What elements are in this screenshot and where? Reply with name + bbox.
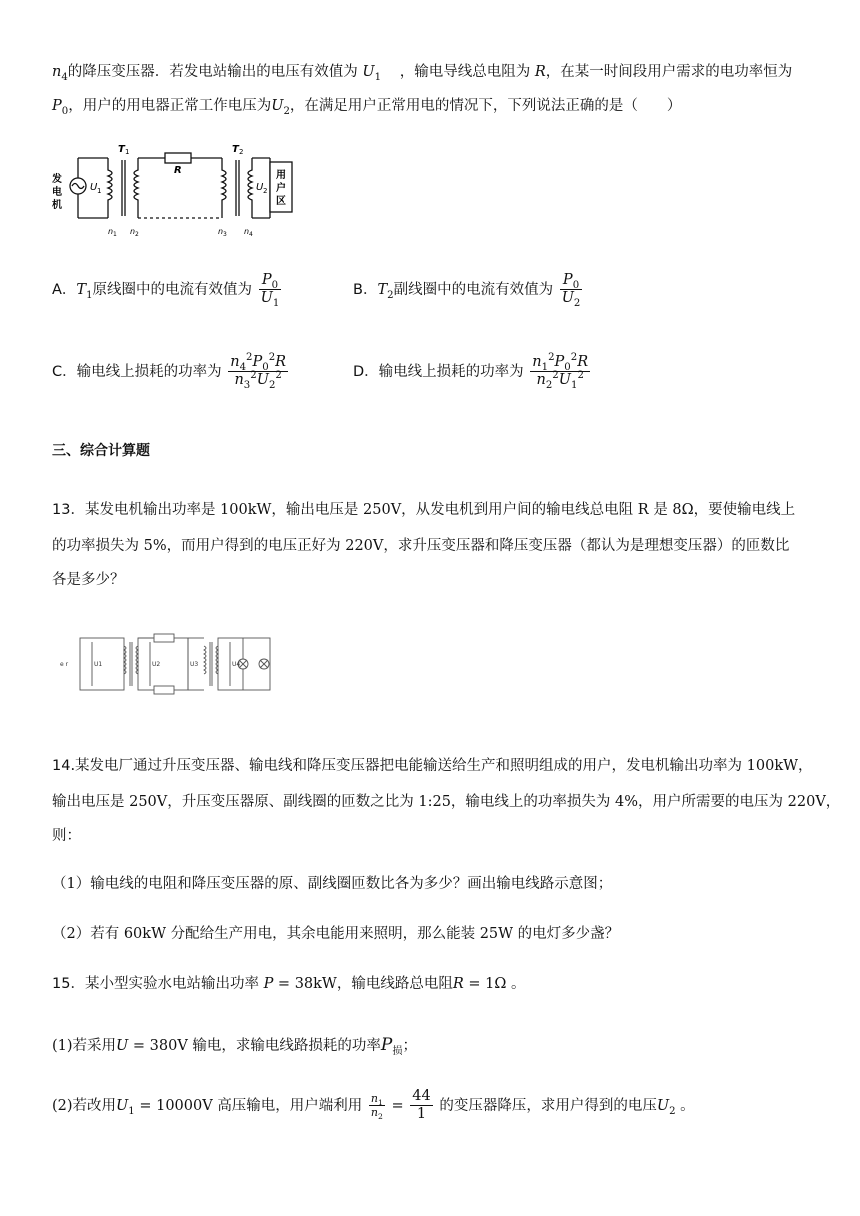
- q13-line3: 各是多少？: [52, 572, 125, 588]
- section-heading: 三、综合计算题: [52, 443, 150, 459]
- q14-sub2: （2）若有 60kW 分配给生产用电，其余电能用来照明，那么能装 25W 的电灯多少盏？: [52, 926, 620, 942]
- svg-text:发: 发: [52, 174, 62, 185]
- svg-text:U1: U1: [94, 661, 103, 668]
- q13-line1: 13．某发电机输出功率是 100kW，输出电压是 250V，从发电机到用户间的输电线总电阻 R 是 8Ω，要使输电线上: [52, 502, 796, 518]
- svg-text:U: U: [90, 182, 98, 193]
- q12-stem-line1: $n_4$的降压变压器．若发电站输出的电压有效值为 $U_1$ ，输电导线总电阻为 R，在某一时间段用户需求的电功率恒为: [52, 64, 793, 83]
- svg-text:用: 用: [276, 170, 286, 181]
- svg-text:U4: U4: [232, 661, 241, 668]
- svg-text:1: 1: [97, 187, 102, 195]
- svg-text:电: 电: [52, 187, 62, 198]
- svg-text:n: n: [130, 227, 136, 236]
- svg-text:4: 4: [249, 231, 253, 238]
- svg-text:U: U: [256, 182, 264, 193]
- svg-text:1: 1: [125, 148, 130, 156]
- q13-line2: 的功率损失为 5%，而用户得到的电压正好为 220V，求升压变压器和降压变压器（都认为是理想变压器）的匝数比: [52, 538, 790, 554]
- q13-circuit-diagram: [58, 628, 280, 700]
- svg-text:机: 机: [52, 200, 62, 211]
- option-b[interactable]: B．$T_2$副线圈中的电流有效值为 $\frac{P_0}{U_2}$: [353, 272, 581, 310]
- svg-text:2: 2: [263, 187, 268, 195]
- svg-text:2: 2: [135, 231, 139, 238]
- q14-line2: 输出电压是 250V，升压变压器原、副线圈的匝数之比为 1:25，输电线上的功率损失为 4%，用户所需要的电压为 220V，: [52, 794, 841, 810]
- q15-sub2: (2)若改用$U_1 = 10000V$ 高压输电，用户端利用 $\frac{n_1}{n_2}$ = $\frac{44}{1}$ 的变压器降压，求用户得到的电压$U_2$ 。: [52, 1088, 695, 1123]
- q15-line1: 15．某小型实验水电站输出功率 P = 38kW，输电线路总电阻R = 1Ω 。: [52, 976, 526, 992]
- svg-text:n: n: [108, 227, 114, 236]
- svg-text:1: 1: [113, 231, 117, 238]
- svg-text:n: n: [218, 227, 224, 236]
- svg-text:T: T: [232, 144, 239, 155]
- svg-text:U2: U2: [152, 661, 161, 668]
- option-c[interactable]: C．输电线上损耗的功率为 $\frac{n_4^2P_0^2R}{n_3^2U_2^2}$: [52, 352, 287, 392]
- q12-circuit-diagram: [50, 138, 300, 238]
- option-a[interactable]: A．$T_1$原线圈中的电流有效值为 $\frac{P_0}{U_1}$: [52, 272, 280, 310]
- q15-sub1: (1)若采用U = 380V 输电，求输电线路损耗的功率$P_损$；: [52, 1035, 417, 1057]
- option-d[interactable]: D．输电线上损耗的功率为 $\frac{n_1^2P_0^2R}{n_2^2U_1^2}$: [353, 352, 589, 392]
- svg-text:区: 区: [276, 196, 286, 207]
- q12-stem-line2: $P_0$，用户的用电器正常工作电压为$U_2$，在满足用户正常用电的情况下，下列说法正确的是（ ）: [52, 98, 682, 117]
- svg-text:e r: e r: [60, 661, 69, 668]
- svg-text:R: R: [174, 165, 182, 176]
- svg-text:2: 2: [239, 148, 244, 156]
- q14-line3: 则：: [52, 828, 81, 844]
- q14-sub1: （1）输电线的电阻和降压变压器的原、副线圈匝数比各为多少？画出输电线路示意图；: [52, 876, 613, 892]
- svg-text:户: 户: [276, 183, 286, 194]
- svg-text:U3: U3: [190, 661, 199, 668]
- q14-line1: 14.某发电厂通过升压变压器、输电线和降压变压器把电能输送给生产和照明组成的用户，发电机输出功率为 100kW，: [52, 758, 813, 774]
- svg-text:n: n: [244, 227, 250, 236]
- svg-text:3: 3: [223, 231, 227, 238]
- svg-text:T: T: [118, 144, 125, 155]
